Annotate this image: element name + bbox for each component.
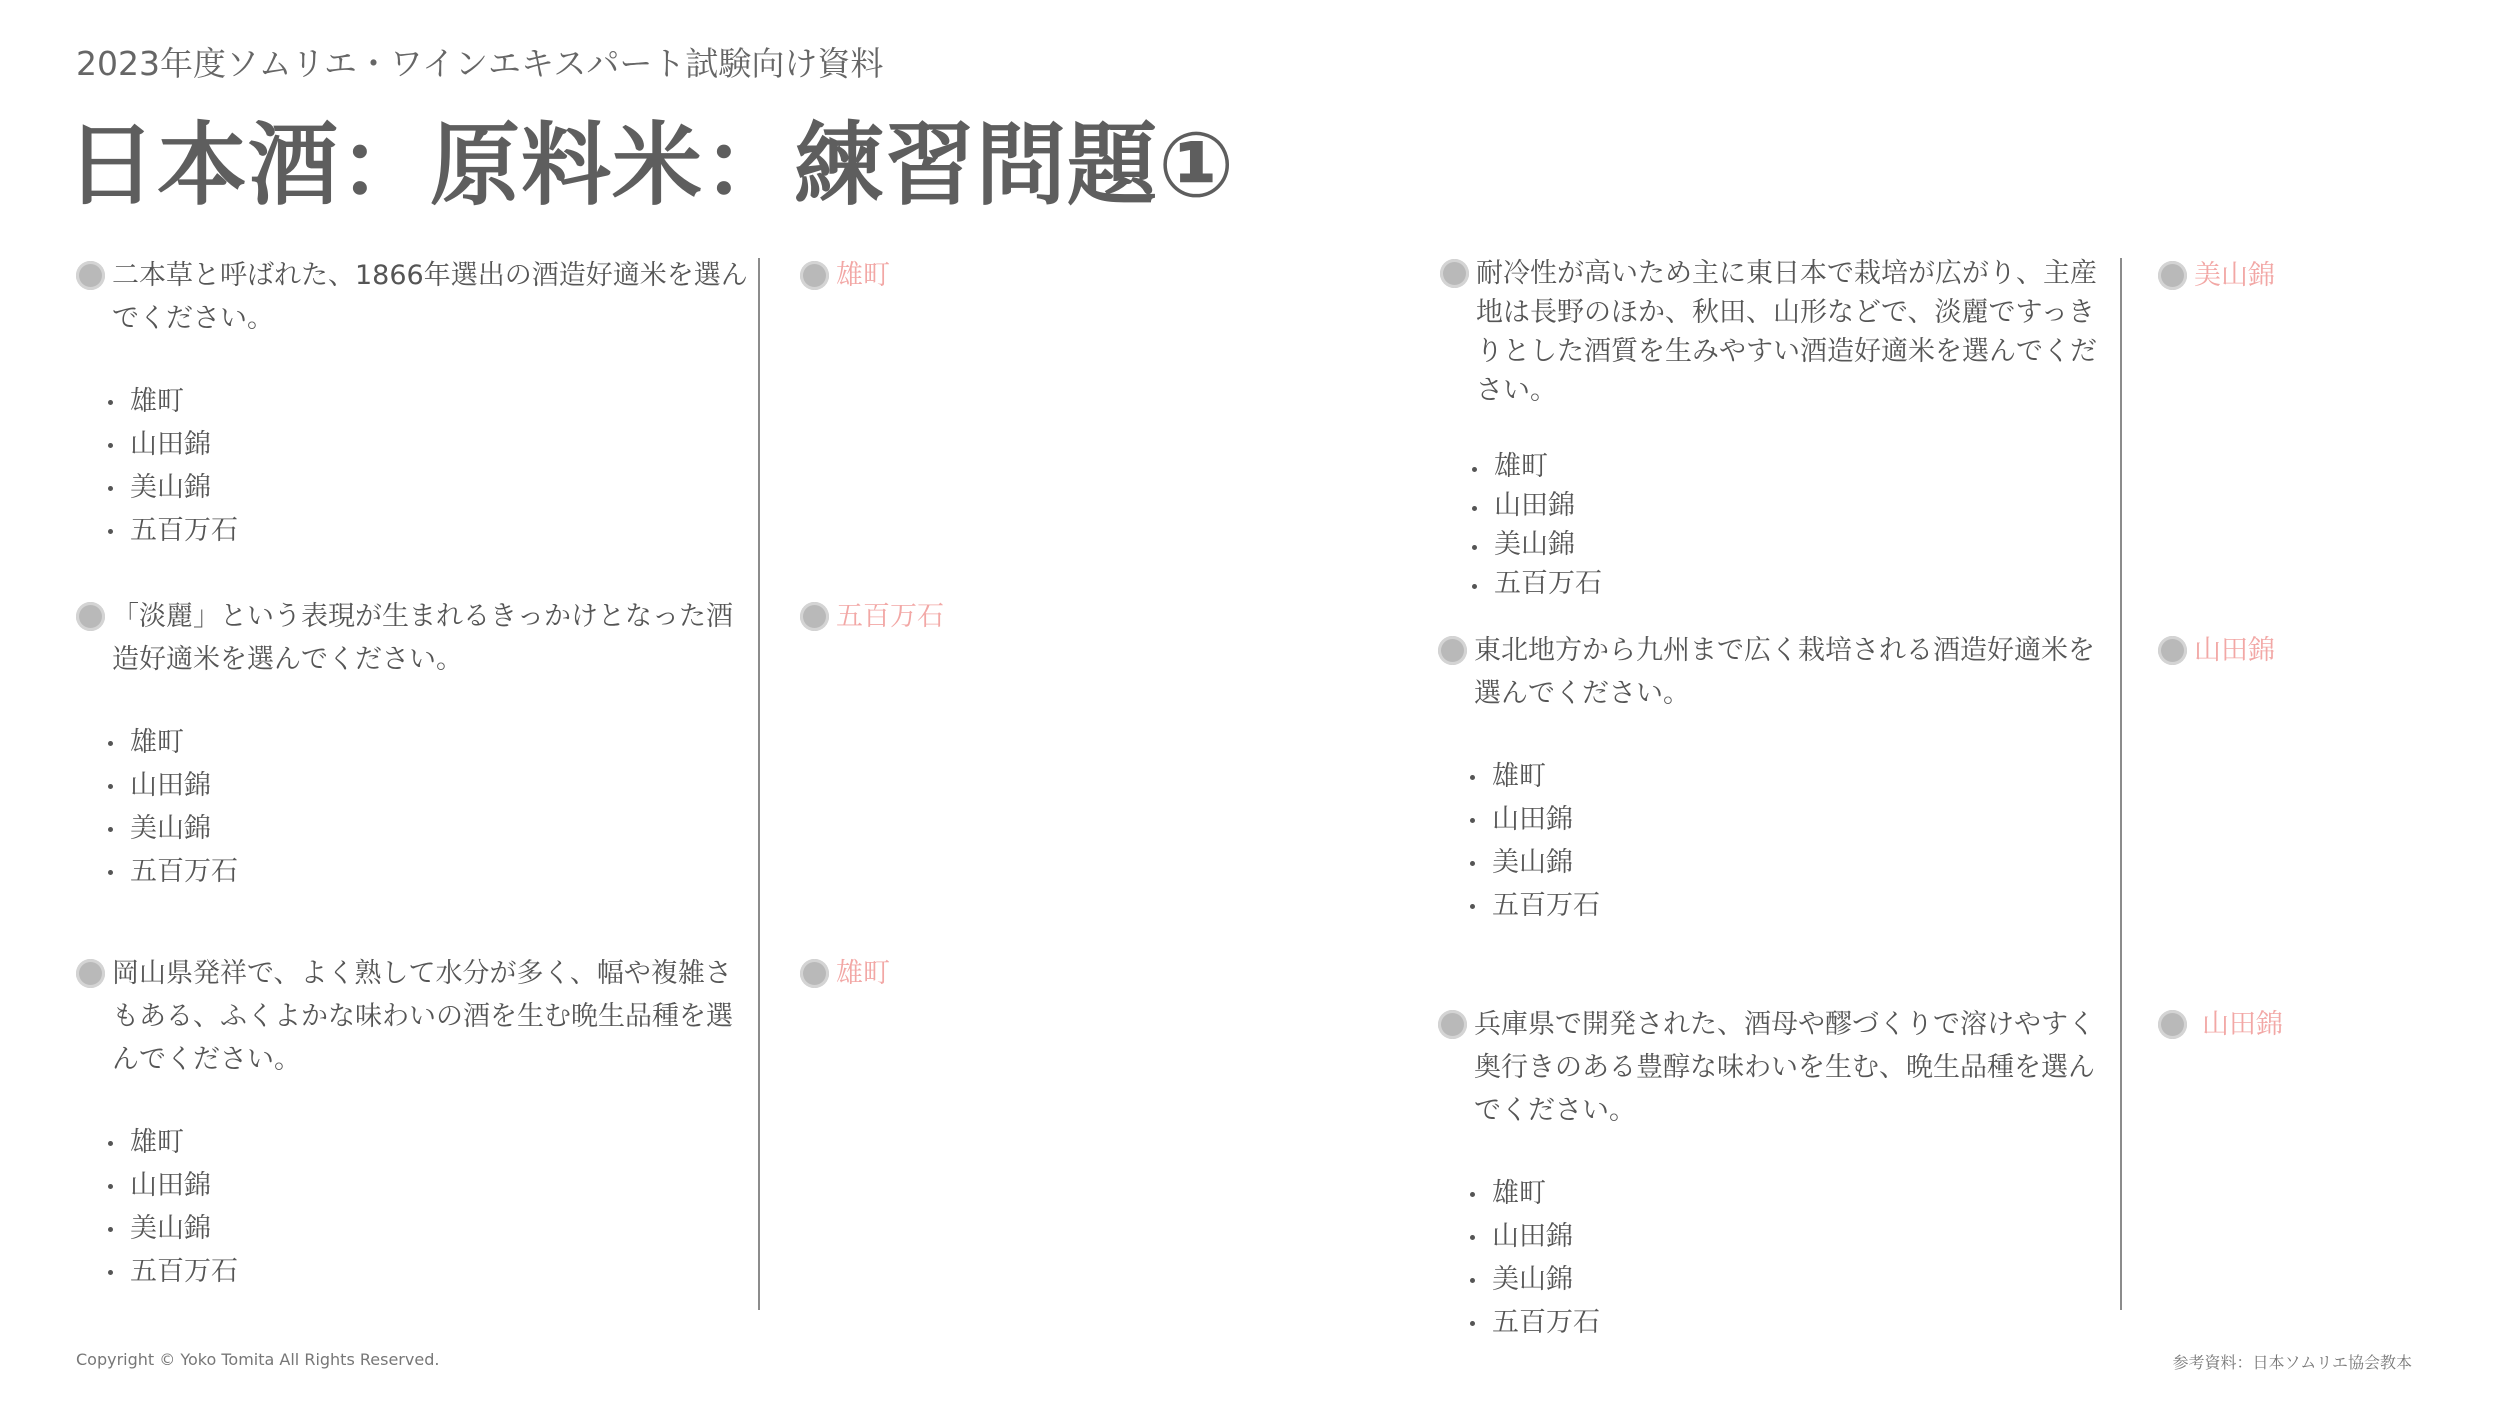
question-3 (82, 952, 752, 1293)
question-2 (82, 595, 752, 893)
answer-3 (800, 952, 890, 995)
answer-1 (800, 254, 890, 297)
list-item: 美山錦 (108, 1207, 752, 1250)
list-item: 五百万石 (108, 509, 752, 552)
answer-2 (800, 595, 944, 638)
page-title: 日本酒：原料米：練習問題① (66, 113, 1236, 218)
list-item: 山田錦 (108, 1164, 752, 1207)
question-5-label: 東北地方から九州まで広く栽培される酒造好適米を選んでください。 (1474, 635, 2095, 709)
list-item: 美山錦 (1472, 525, 2114, 564)
question-4-text (1446, 254, 2114, 410)
list-item: 山田錦 (108, 764, 752, 807)
right-divider (2120, 258, 2122, 1310)
question-4-label: 耐冷性が高いため主に東日本で栽培が広がり、主産地は長野のほか、秋田、山形などで、淡麗ですっきりとした酒質を生みやすい酒造好適米を選んでください。 (1476, 258, 2097, 406)
left-divider (758, 258, 760, 1310)
answer-6 (2158, 1003, 2283, 1046)
list-item: 美山錦 (1470, 1258, 2112, 1301)
answer-5-label: 山田錦 (2194, 635, 2275, 666)
answer-bullet-icon (800, 261, 829, 290)
question-3-options (82, 1121, 752, 1293)
question-bullet-icon (76, 959, 105, 988)
answer-bullet-icon (2158, 1010, 2187, 1039)
answer-4-label: 美山錦 (2194, 260, 2275, 291)
question-bullet-icon (76, 261, 105, 290)
question-1-label: 二本草と呼ばれた、1866年選出の酒造好適米を選んでください。 (112, 260, 748, 334)
list-item: 山田錦 (108, 423, 752, 466)
list-item: 山田錦 (1470, 798, 2112, 841)
answer-5 (2158, 629, 2275, 672)
question-bullet-icon (1440, 259, 1469, 288)
answer-3-label: 雄町 (836, 958, 890, 989)
question-2-text (82, 595, 752, 681)
question-bullet-icon (1438, 1010, 1467, 1039)
list-item: 山田錦 (1470, 1215, 2112, 1258)
list-item: 雄町 (1470, 755, 2112, 798)
list-item: 美山錦 (108, 807, 752, 850)
list-item: 山田錦 (1472, 486, 2114, 525)
question-3-text (82, 952, 752, 1081)
question-6 (1444, 1003, 2112, 1344)
question-4 (1446, 254, 2114, 603)
question-4-options (1446, 447, 2114, 603)
question-5 (1444, 629, 2112, 927)
question-2-options (82, 721, 752, 893)
question-bullet-icon (76, 602, 105, 631)
question-3-label: 岡山県発祥で、よく熟して水分が多く、幅や複雑さもある、ふくよかな味わいの酒を生む晩生品種を選んでください。 (112, 958, 733, 1075)
list-item: 雄町 (1472, 447, 2114, 486)
question-1-text (82, 254, 752, 340)
answer-bullet-icon (800, 959, 829, 988)
question-6-text (1444, 1003, 2112, 1132)
copyright-text: Copyright © Yoko Tomita All Rights Reserved. (76, 1350, 440, 1369)
list-item: 雄町 (1470, 1172, 2112, 1215)
question-bullet-icon (1438, 636, 1467, 665)
question-5-options (1444, 755, 2112, 927)
list-item: 美山錦 (1470, 841, 2112, 884)
list-item: 五百万石 (108, 1250, 752, 1293)
list-item: 五百万石 (1470, 884, 2112, 927)
question-6-label: 兵庫県で開発された、酒母や醪づくりで溶けやすく奥行きのある豊醇な味わいを生む、晩生品種を選んでください。 (1474, 1009, 2095, 1126)
question-1 (82, 254, 752, 552)
question-5-text (1444, 629, 2112, 715)
page-subtitle: 2023年度ソムリエ・ワインエキスパート試験向け資料 (76, 44, 884, 83)
list-item: 雄町 (108, 721, 752, 764)
answer-2-label: 五百万石 (836, 601, 944, 632)
list-item: 五百万石 (1472, 564, 2114, 603)
question-6-options (1444, 1172, 2112, 1344)
list-item: 雄町 (108, 1121, 752, 1164)
answer-bullet-icon (800, 602, 829, 631)
answer-1-label: 雄町 (836, 260, 890, 291)
reference-text: 参考資料：日本ソムリエ協会教本 (2172, 1353, 2412, 1372)
list-item: 五百万石 (108, 850, 752, 893)
question-1-options (82, 380, 752, 552)
answer-bullet-icon (2158, 636, 2187, 665)
question-2-label: 「淡麗」という表現が生まれるきっかけとなった酒造好適米を選んでください。 (112, 601, 733, 675)
answer-4 (2158, 254, 2275, 297)
list-item: 雄町 (108, 380, 752, 423)
answer-6-label: 山田錦 (2202, 1009, 2283, 1040)
list-item: 美山錦 (108, 466, 752, 509)
answer-bullet-icon (2158, 261, 2187, 290)
list-item: 五百万石 (1470, 1301, 2112, 1344)
